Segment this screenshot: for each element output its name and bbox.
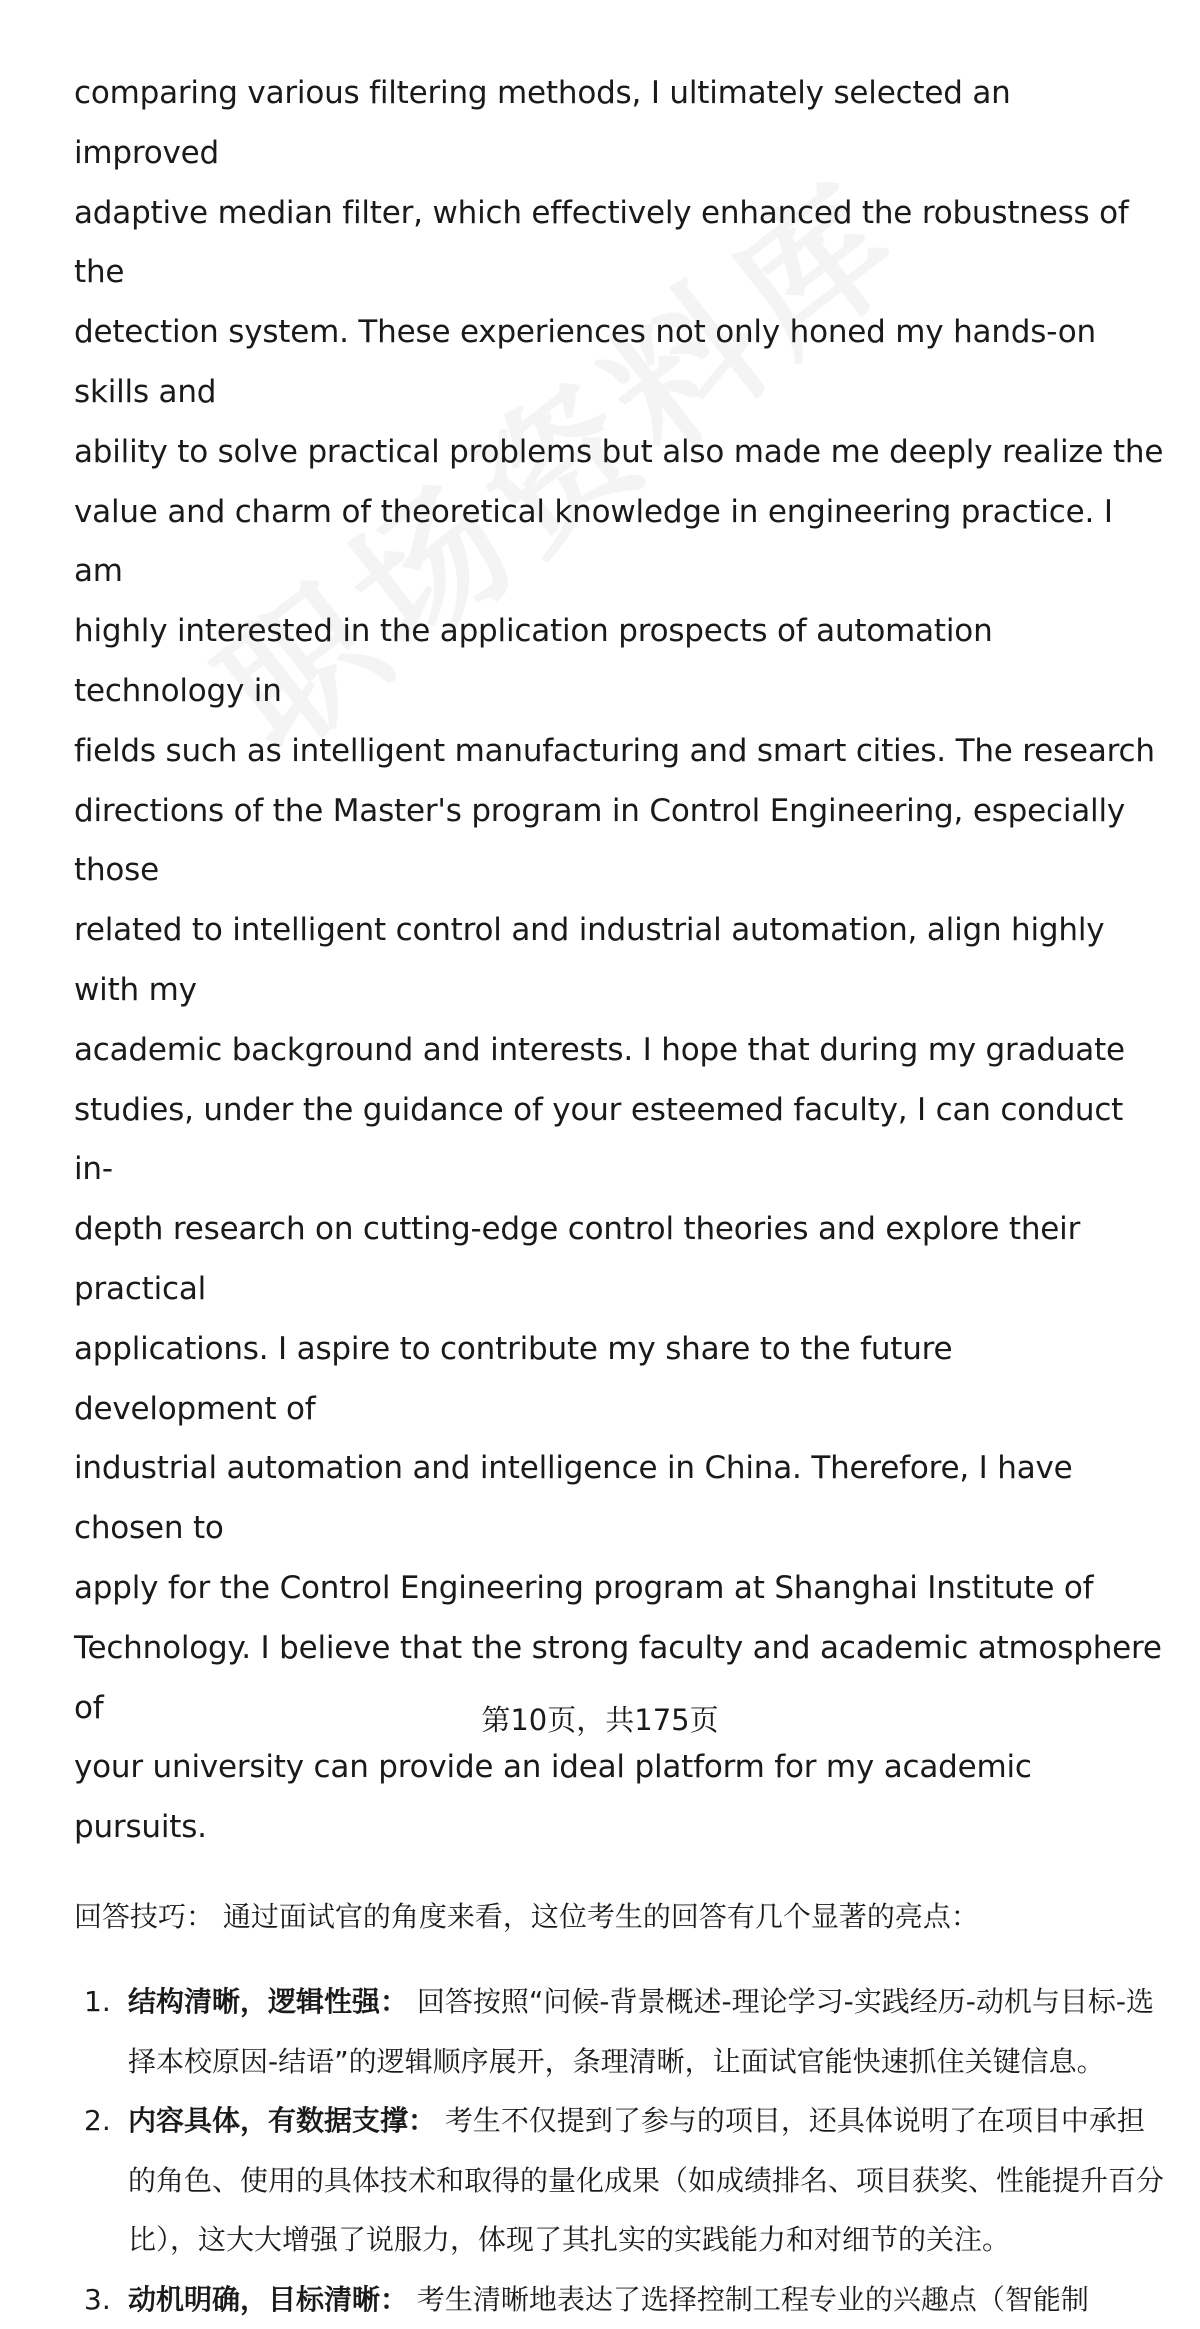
statement-line: your university can provide an ideal platform for my academic pursuits. bbox=[74, 1749, 1032, 1846]
tips-list bbox=[74, 1972, 1164, 2329]
statement-line: studies, under the guidance of your esteemed faculty, I can conduct in- bbox=[74, 1091, 1124, 1188]
tips-intro: 回答技巧： 通过面试官的角度来看，这位考生的回答有几个显著的亮点： bbox=[74, 1899, 979, 1933]
statement-line: depth research on cutting-edge control theories and explore their practical bbox=[74, 1211, 1081, 1307]
statement-line: adaptive median filter, which effectively enhanced the robustness of the bbox=[74, 194, 1129, 291]
list-item-body: 考生清晰地表达了选择控制工程专业的兴趣点（智能制 bbox=[408, 2282, 1089, 2316]
statement-line: directions of the Master's program in Control Engineering, especially those bbox=[74, 792, 1126, 889]
page-number: 第10页，共175页 bbox=[481, 1703, 719, 1737]
list-item-title: 结构清晰，逻辑性强： bbox=[128, 1984, 409, 2018]
statement-line: related to intelligent control and industrial automation, align highly with my bbox=[74, 912, 1105, 1008]
list-item bbox=[74, 1972, 1164, 2091]
statement-paragraph bbox=[74, 64, 1164, 1858]
list-item-body: 回答按照“问候-背景概述-理论学习-实践经历-动机与目标-选择本校原因-结语”的逻辑顺序展开，条理清晰，让面试官能快速抓住关键信息。 bbox=[128, 1984, 1154, 2078]
statement-line: detection system. These experiences not only honed my hands-on skills and bbox=[74, 314, 1096, 410]
list-item-number: 3. bbox=[84, 2282, 111, 2316]
statement-line: highly interested in the application prospects of automation technology in bbox=[74, 613, 993, 709]
list-item-number: 1. bbox=[84, 1984, 111, 2018]
statement-line: apply for the Control Engineering program at Shanghai Institute of bbox=[74, 1569, 1094, 1606]
statement-line: applications. I aspire to contribute my share to the future development of bbox=[74, 1330, 953, 1427]
list-item-title: 动机明确，目标清晰： bbox=[128, 2282, 409, 2316]
statement-line: ability to solve practical problems but also made me deeply realize the bbox=[74, 433, 1164, 470]
list-item-body: 考生不仅提到了参与的项目，还具体说明了在项目中承担的角色、使用的具体技术和取得的量化成果（如成绩排名、项目获奖、性能提升百分比），这大大增强了说服力，体现了其扎实的实践能力和对细节的关注。 bbox=[128, 2104, 1165, 2257]
list-item-title: 内容具体，有数据支撑： bbox=[128, 2104, 437, 2138]
statement-line: comparing various filtering methods, I ultimately selected an improved bbox=[74, 75, 1011, 171]
statement-line: academic background and interests. I hope that during my graduate bbox=[74, 1031, 1125, 1068]
statement-line: value and charm of theoretical knowledge in engineering practice. I am bbox=[74, 493, 1113, 590]
statement-line: fields such as intelligent manufacturing and smart cities. The research bbox=[74, 732, 1155, 769]
list-item-number: 2. bbox=[84, 2104, 111, 2138]
document-page bbox=[74, 64, 1164, 2329]
statement-line: Technology. I believe that the strong faculty and academic atmosphere of bbox=[74, 1629, 1162, 1726]
list-item bbox=[74, 2270, 1164, 2329]
statement-line: industrial automation and intelligence in China. Therefore, I have chosen to bbox=[74, 1450, 1073, 1547]
list-item bbox=[74, 2091, 1164, 2270]
